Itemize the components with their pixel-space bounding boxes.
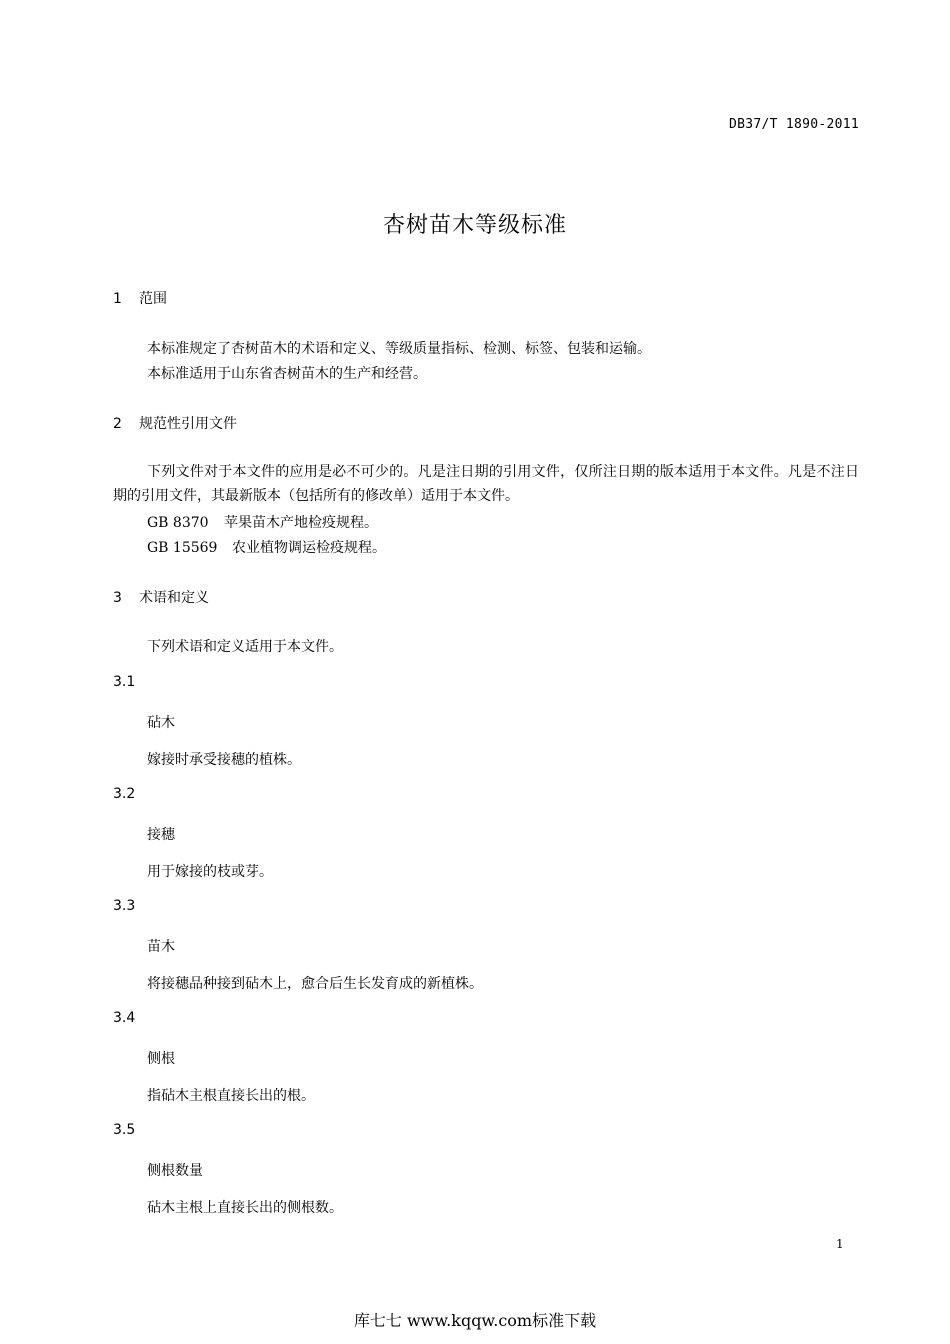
- term-definition: 砧木主根上直接长出的侧根数。: [147, 1200, 343, 1216]
- standard-code: DB37/T 1890-2011: [728, 117, 859, 132]
- section-number: 3: [113, 590, 122, 606]
- term-number: 3.2: [113, 786, 136, 802]
- reference-code: GB 15569: [147, 540, 218, 556]
- section-heading-normative-refs: [113, 413, 237, 433]
- reference-item: [147, 512, 378, 532]
- normative-refs-intro: 下列文件对于本文件的应用是必不可少的。凡是注日期的引用文件，仅所注日期的版本适用于本文件。凡是不注日期的引用文件，其最新版本（包括所有的修改单）适用于本文件。: [113, 464, 859, 504]
- section-heading-terms: [113, 587, 209, 607]
- term-number: 3.5: [113, 1122, 136, 1138]
- term-definition: 嫁接时承受接穗的植株。: [147, 752, 301, 768]
- term-definition: 用于嫁接的枝或芽。: [147, 864, 273, 880]
- section-heading-scope: [113, 288, 167, 308]
- term-number: 3.3: [113, 898, 136, 914]
- scope-paragraph: 本标准适用于山东省杏树苗木的生产和经营。: [147, 366, 427, 382]
- term-number: 3.1: [113, 674, 136, 690]
- term-definition: 将接穗品种接到砧木上，愈合后生长发育成的新植株。: [147, 976, 483, 992]
- term-name: 砧木: [147, 715, 175, 731]
- scope-paragraph: 本标准规定了杏树苗木的术语和定义、等级质量指标、检测、标签、包装和运输。: [147, 341, 651, 357]
- term-name: 侧根数量: [147, 1163, 203, 1179]
- footer-watermark: 库七七 www.kqqw.com标准下载: [353, 1311, 597, 1330]
- section-number: 2: [113, 416, 122, 432]
- page-number: 1: [836, 1237, 844, 1251]
- term-name: 接穗: [147, 827, 175, 843]
- term-number: 3.4: [113, 1010, 136, 1026]
- reference-item: [147, 537, 386, 557]
- terms-intro: 下列术语和定义适用于本文件。: [147, 639, 343, 655]
- section-number: 1: [113, 291, 122, 307]
- term-name: 苗木: [147, 939, 175, 955]
- section-title: 规范性引用文件: [139, 416, 237, 432]
- document-title: 杏树苗木等级标准: [382, 213, 567, 238]
- term-definition: 指砧木主根直接长出的根。: [147, 1088, 315, 1104]
- reference-code: GB 8370: [147, 515, 209, 531]
- term-name: 侧根: [147, 1051, 175, 1067]
- reference-title: 农业植物调运检疫规程。: [232, 540, 386, 556]
- section-title: 范围: [139, 291, 167, 307]
- section-title: 术语和定义: [139, 590, 209, 606]
- reference-title: 苹果苗木产地检疫规程。: [224, 515, 378, 531]
